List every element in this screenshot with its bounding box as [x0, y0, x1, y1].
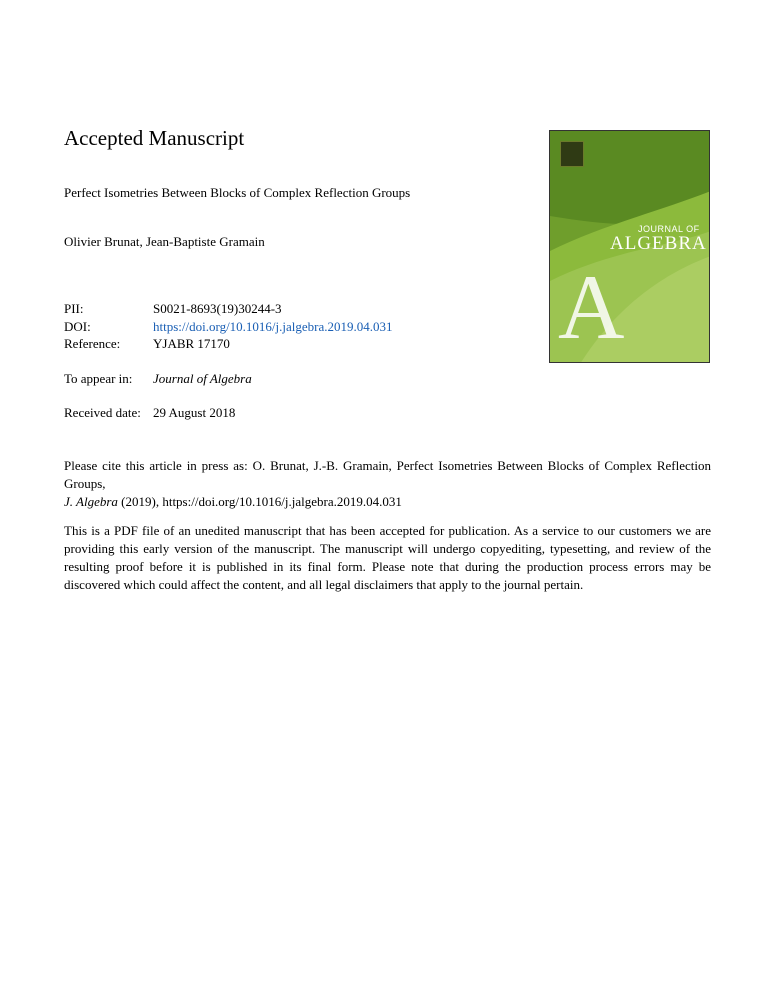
article-title: Perfect Isometries Between Blocks of Complex Reflection Groups — [64, 185, 411, 200]
meta-row-reference — [64, 336, 230, 352]
reference-label: Reference: — [64, 336, 121, 351]
publisher-logo-icon — [560, 141, 584, 167]
cover-journal-of: JOURNAL OF — [638, 224, 700, 234]
meta-row-appear-in — [64, 371, 252, 387]
article-authors: Olivier Brunat, Jean-Baptiste Gramain — [64, 234, 265, 249]
received-value: 29 August 2018 — [153, 405, 236, 420]
citation-line1: Please cite this article in press as: O. Brunat, J.-B. Gramain, Perfect Isometries Between Blocks of Complex Reflection Groups, — [64, 458, 711, 491]
meta-row-received — [64, 405, 235, 421]
pii-label: PII: — [64, 301, 84, 316]
manuscript-notice: This is a PDF file of an unedited manuscript that has been accepted for publication. As a service to our customers we are providing this early version of the manuscript. The manuscript will undergo copyediting, typesetting, and review of the resulting proof before it is published in its final form. Please note that during the production process errors may be discovered which could affect the content, and all legal disclaimers that apply to the journal pertain. — [64, 523, 711, 592]
doi-label: DOI: — [64, 319, 91, 334]
doi-link[interactable]: https://doi.org/10.1016/j.jalgebra.2019.04.031 — [153, 319, 393, 334]
meta-row-pii — [64, 301, 282, 317]
reference-value: YJABR 17170 — [153, 336, 230, 351]
pii-value: S0021-8693(19)30244-3 — [153, 301, 282, 316]
received-label: Received date: — [64, 405, 141, 420]
citation-journal: J. Algebra — [64, 494, 118, 509]
appear-value: Journal of Algebra — [153, 371, 252, 386]
appear-label: To appear in: — [64, 371, 133, 386]
citation-paragraph — [64, 457, 711, 511]
journal-cover — [549, 130, 710, 363]
cover-journal-name: ALGEBRA — [610, 233, 707, 254]
page-heading: Accepted Manuscript — [64, 126, 245, 150]
meta-row-doi — [64, 319, 393, 335]
citation-line2: (2019), https://doi.org/10.1016/j.jalgebra.2019.04.031 — [117, 494, 402, 509]
cover-big-letter: A — [558, 256, 625, 358]
